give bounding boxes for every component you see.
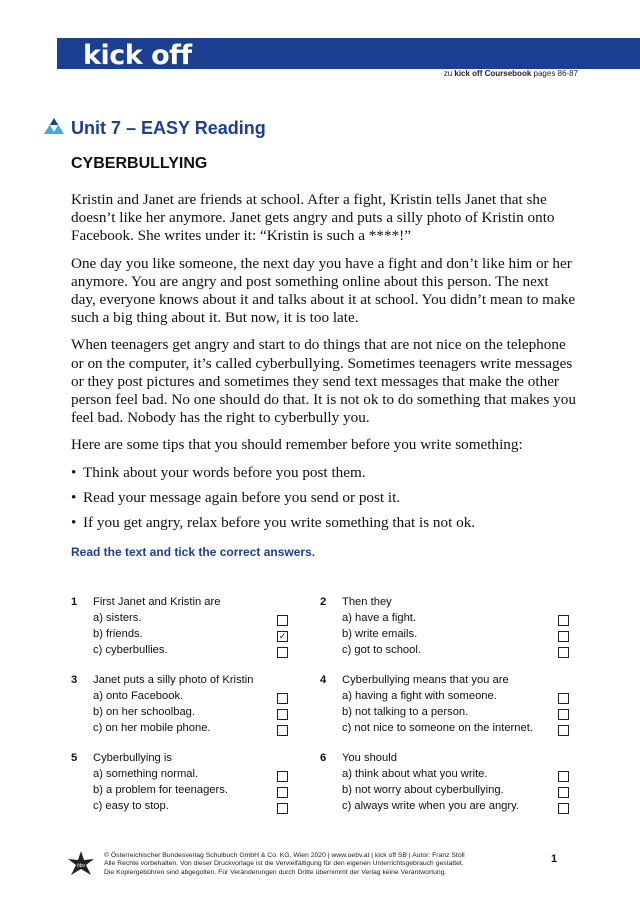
checkbox[interactable] (558, 725, 569, 736)
checkbox[interactable] (277, 725, 288, 736)
checkbox[interactable] (558, 709, 569, 720)
copyright-footer: © Österreichischer Bundesverlag Schulbuch GmbH & Co. KG, Wien 2020 | www.oebv.at | kick off SB | Autor: Franz Stoll Alle Rechte vorbehalten. Von dieser Druckvorlage ist die Vervielfältigung für den eigenen Unterrichtsgebrauch gestattet. Die Kopiergebühren sind abgegolten. Für Veränderungen durch Dritte übernimmt der Verlag keine Verantwortung. (104, 852, 465, 876)
page-number: 1 (551, 853, 558, 865)
publisher-logo-icon (68, 851, 94, 877)
triangle-level-icon (44, 118, 64, 134)
tip-item: • Read your message again before you send or post it. (71, 488, 401, 506)
checkbox[interactable] (558, 803, 569, 814)
brand-title: kick off (83, 40, 192, 71)
unit-title: Unit 7 – EASY Reading (71, 118, 266, 138)
checkbox[interactable] (277, 693, 288, 704)
task-instruction: Read the text and tick the correct answers. (71, 545, 316, 559)
checkbox[interactable] (558, 771, 569, 782)
checkbox[interactable] (558, 787, 569, 798)
paragraph: Kristin and Janet are friends at school. After a fight, Kristin tells Janet that she doesn’t like her anymore. Janet gets angry and puts a silly photo of Kristin onto Facebook. She writes under it: “Kristin is such a ****!” (71, 191, 555, 245)
checkbox[interactable] (558, 647, 569, 658)
checkbox[interactable] (558, 615, 569, 626)
tip-item: • If you get angry, relax before you write something that is not ok. (71, 514, 476, 532)
article-body (71, 191, 576, 539)
checkbox[interactable] (277, 803, 288, 814)
paragraph: When teenagers get angry and start to do things that are not nice on the telephone or on the computer, it’s called cyberbullying. Sometimes teenagers write messages or they post pictures and sometimes they send text messages that make the other person feel bad. No one should do that. It is not ok to do something that makes you feel bad. Nobody has the right to cyberbully you. (71, 336, 576, 427)
checkbox[interactable] (277, 771, 288, 782)
checkbox[interactable] (277, 787, 288, 798)
tips-list (71, 464, 576, 533)
bullet-icon: • (71, 488, 77, 506)
tip-item: • Think about your words before you post them. (71, 463, 366, 481)
checkbox[interactable] (558, 693, 569, 704)
checkbox[interactable] (277, 709, 288, 720)
checkbox[interactable] (277, 615, 288, 626)
article-title: CYBERBULLYING (71, 155, 208, 172)
svg-text:öbv: öbv (76, 863, 86, 869)
checkbox[interactable] (558, 631, 569, 642)
checkbox[interactable]: ✓ (278, 631, 287, 641)
checkbox[interactable] (277, 647, 288, 658)
paragraph: One day you like someone, the next day you have a fight and don’t like him or her anymore. You are angry and post something online about this person. The next day, everyone knows about it and talks about it at school. You didn’t mean to make such a big thing about it. But now, it is too late. (71, 254, 576, 327)
bullet-icon: • (71, 463, 77, 481)
bullet-icon: • (71, 514, 77, 532)
coursebook-reference: zu kick off Coursebook pages 86-87 (443, 69, 578, 78)
paragraph: Here are some tips that you should remember before you write something: (71, 436, 523, 454)
